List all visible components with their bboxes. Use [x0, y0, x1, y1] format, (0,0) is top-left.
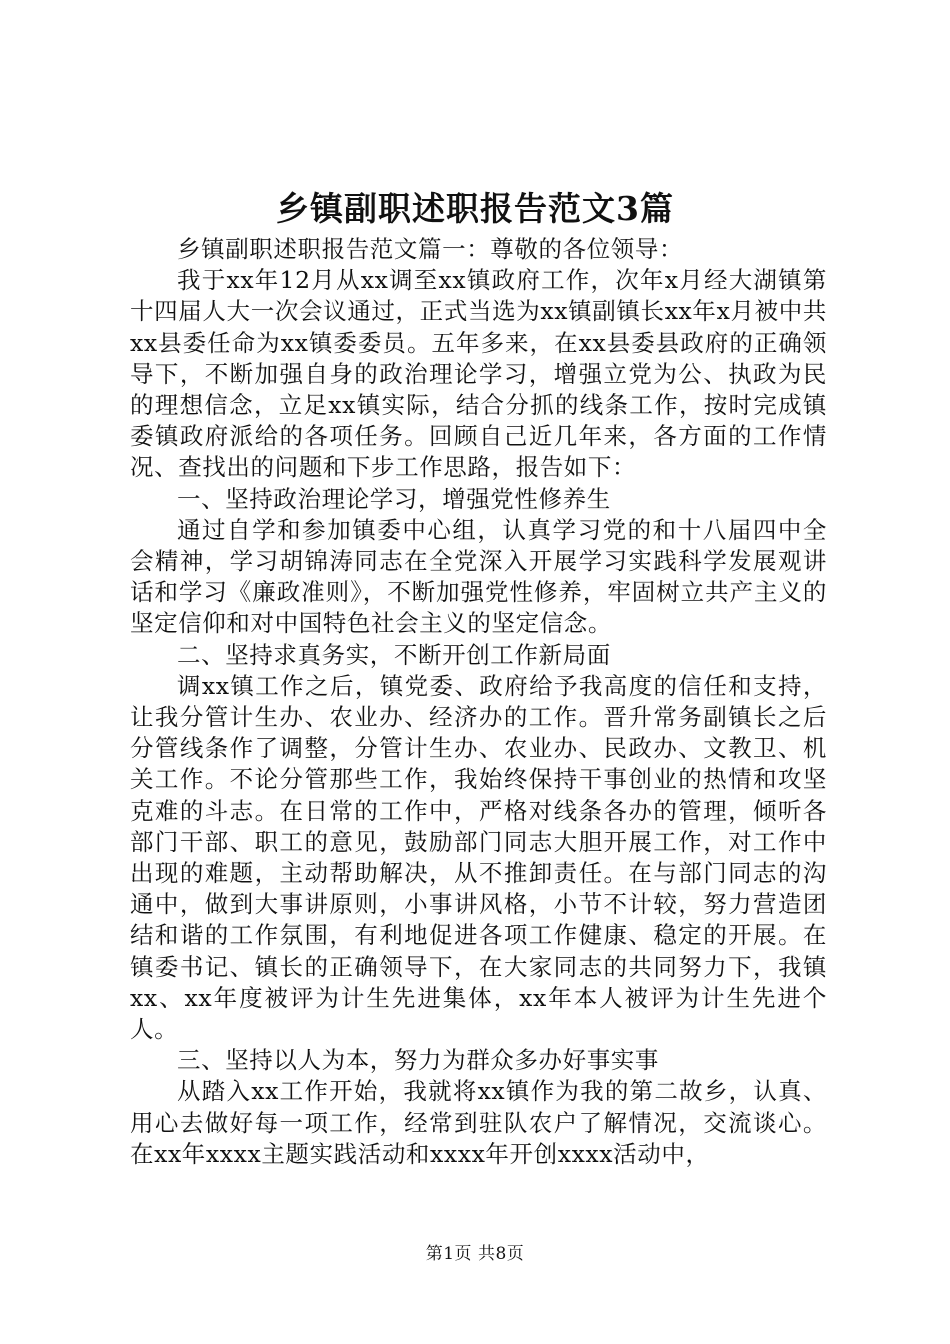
paragraph-section-1: 通过自学和参加镇委中心组，认真学习党的和十八届四中全会精神，学习胡锦涛同志在全党深入开展学习实践科学发展观讲话和学习《廉政准则》，不断加强党性修养，牢固树立共产主义的坚定信仰和对中国特色社会主义的坚定信念。 — [130, 515, 827, 638]
document-title: 乡镇副职述职报告范文3篇 — [276, 189, 674, 228]
paragraph-introduction: 我于xx年12月从xx调至xx镇政府工作，次年x月经大湖镇第十四届人大一次会议通过，正式当选为xx镇副镇长xx年x月被中共xx县委任命为xx镇委委员。五年多来，在xx县委县政府的正确领导下，不断加强自身的政治理论学习，增强立党为公、执政为民的理想信念，立足xx镇实际，结合分抓的线条工作，按时完成镇委镇政府派给的各项任务。回顾自己近几年来，各方面的工作情况、查找出的问题和下步工作思路，报告如下： — [130, 266, 827, 482]
section-heading-3: 三、坚持以人为本，努力为群众多办好事实事 — [177, 1046, 659, 1075]
section-heading-2: 二、坚持求真务实，不断开创工作新局面 — [177, 640, 611, 669]
page-number-footer: 第1页 共8页 — [425, 1244, 525, 1264]
document-body — [130, 234, 827, 1170]
paragraph-section-3: 从踏入xx工作开始，我就将xx镇作为我的第二故乡，认真、用心去做好每一项工作，经常到驻队农户了解情况，交流谈心。在xx年xxxx主题实践活动和xxxx年开创xxxx活动中， — [130, 1077, 827, 1168]
section-heading-1: 一、坚持政治理论学习，增强党性修养生 — [177, 484, 611, 513]
paragraph-salutation: 乡镇副职述职报告范文篇一：尊敬的各位领导： — [177, 235, 684, 263]
paragraph-section-2: 调xx镇工作之后，镇党委、政府给予我高度的信任和支持，让我分管计生办、农业办、经济办的工作。晋升常务副镇长之后分管线条作了调整，分管计生办、农业办、民政办、文教卫、机关工作。不论分管那些工作，我始终保持干事创业的热情和攻坚克难的斗志。在日常的工作中，严格对线条各办的管理，倾听各部门干部、职工的意见，鼓励部门同志大胆开展工作，对工作中出现的难题，主动帮助解决，从不推卸责任。在与部门同志的沟通中，做到大事讲原则，小事讲风格，小节不计较，努力营造团结和谐的工作氛围，有利地促进各项工作健康、稳定的开展。在镇委书记、镇长的正确领导下，在大家同志的共同努力下，我镇xx、xx年度被评为计生先进集体，xx年本人被评为计生先进个人。 — [130, 671, 827, 1044]
